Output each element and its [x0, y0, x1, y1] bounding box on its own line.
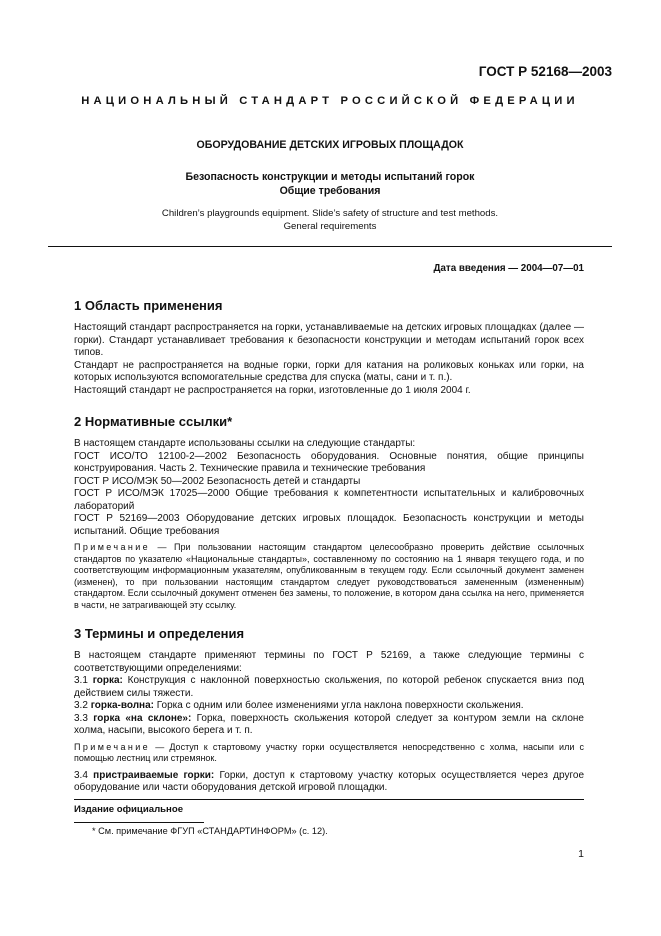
- footnote-divider: [74, 822, 204, 823]
- note-text: — При пользовании настоящим стандартом целесообразно проверить действие ссылочных стандартов по указателю «Национальные стандарты», составленному по состоянию на 1 января текущего года, и по соответствующим информационным указателям, опубликованным в текущем году. Если ссылочный документ заменен (изменен), то при пользовании настоящим стандартом следует руководствоваться замененным (измененным) стандартом. Если ссылочный документ отменен без замены, то положение, в котором дана ссылка на него, применяется в части, не затрагивающей эту ссылку.: [74, 542, 584, 610]
- term-3-4: [74, 770, 584, 795]
- section-1-paragraph-2: Стандарт не распространяется на водные горки, горки для катания на роликовых коньках или горки, на которых используются вспомогательные средства для спуска (маты, сани и т. п.).: [74, 359, 584, 383]
- section-3-paragraph: В настоящем стандарте применяют термины по ГОСТ Р 52169, а также следующие термины с соответствующими определениями:: [74, 650, 584, 674]
- english-title: [48, 208, 612, 233]
- subtitle-line-2: Общие требования: [279, 185, 381, 197]
- section-2-heading: 2 Нормативные ссылки*: [74, 414, 233, 429]
- section-3-heading: 3 Термины и определения: [74, 626, 245, 641]
- section-1-paragraph-1: Настоящий стандарт распространяется на горки, устанавливаемые на детских игровых площадках (далее — горки). Стандарт устанавливает требования к безопасности конструкции и методам испытаний горок всех типов.: [74, 322, 584, 358]
- english-title-line-2: General requirements: [283, 220, 377, 232]
- term-number: 3.2: [74, 700, 88, 711]
- section-2-note: [74, 542, 584, 611]
- reference-2: ГОСТ Р ИСО/МЭК 50—2002 Безопасность детей и стандарты: [74, 475, 361, 487]
- term-name: горка-волна:: [90, 700, 154, 711]
- section-2-body: [74, 438, 584, 611]
- section-1-heading: 1 Область применения: [74, 298, 223, 313]
- document-title: ОБОРУДОВАНИЕ ДЕТСКИХ ИГРОВЫХ ПЛОЩАДОК: [196, 139, 464, 151]
- term-3-1: [74, 675, 584, 700]
- term-name: пристраиваемые горки:: [93, 769, 215, 781]
- term-number: 3.1: [74, 675, 88, 686]
- subtitle-line-1: Безопасность конструкции и методы испытаний горок: [185, 171, 475, 183]
- term-3-2: [74, 700, 584, 713]
- page-number: 1: [578, 848, 584, 860]
- gost-number: ГОСТ Р 52168—2003: [478, 64, 612, 79]
- term-definition: Горки, доступ к стартовому участку которых осуществляется через другое оборудование или части оборудования детской игровой площадки.: [74, 769, 585, 793]
- term-number: 3.3: [74, 712, 88, 724]
- section-1-body: [74, 322, 584, 397]
- note-text: — Доступ к стартовому участку горки осуществляется непосредственно с холма, насыпи или с помощью лестниц или стремянок.: [74, 741, 584, 763]
- term-name: горка «на склоне»:: [93, 712, 192, 724]
- term-number: 3.4: [74, 769, 88, 781]
- reference-4: ГОСТ Р 52169—2003 Оборудование детских игровых площадок. Безопасность конструкции и методы испытаний. Общие требования: [74, 513, 584, 537]
- national-standard-banner: НАЦИОНАЛЬНЫЙ СТАНДАРТ РОССИЙСКОЙ ФЕДЕРАЦИИ: [81, 95, 579, 107]
- section-1-paragraph-3: Настоящий стандарт не распространяется на горки, изготовленные до 1 июля 2004 г.: [74, 384, 471, 396]
- official-edition-label: Издание официальное: [74, 804, 184, 815]
- note-label: Примечание: [74, 741, 151, 752]
- term-definition: Горка, поверхность скольжения которой следует за контуром земли на склоне холма, насыпи, высокого берега и т. п.: [74, 712, 584, 736]
- section-3-body: [74, 650, 584, 795]
- body-divider: [74, 799, 584, 800]
- reference-1: ГОСТ ИСО/ТО 12100-2—2002 Безопасность оборудования. Основные понятия, общие принципы конструирования. Часть 2. Технические правила и технические требования: [74, 450, 584, 474]
- reference-3: ГОСТ Р ИСО/МЭК 17025—2000 Общие требования к компетентности испытательных и калибровочных лабораторий: [74, 488, 584, 512]
- document-subtitle: [48, 170, 612, 198]
- term-name: горка:: [92, 675, 123, 686]
- term-definition: Конструкция с наклонной поверхностью скольжения, по которой ребенок спускается вниз под действием силы тяжести.: [74, 675, 585, 699]
- note-label: Примечание: [74, 542, 151, 552]
- english-title-line-1: Children’s playgrounds equipment. Slide’s safety of structure and test methods.: [161, 208, 499, 219]
- term-definition: Горка с одним или более изменениями угла наклона поверхности скольжения.: [156, 700, 524, 711]
- section-2-paragraph: В настоящем стандарте использованы ссылки на следующие стандарты:: [74, 438, 416, 449]
- footnote: * См. примечание ФГУП «СТАНДАРТИНФОРМ» (с. 12).: [92, 826, 328, 836]
- section-3-note: [74, 742, 584, 765]
- title-divider: [48, 246, 612, 247]
- introduction-date: Дата введения — 2004—07—01: [433, 263, 584, 274]
- term-3-3: [74, 713, 584, 738]
